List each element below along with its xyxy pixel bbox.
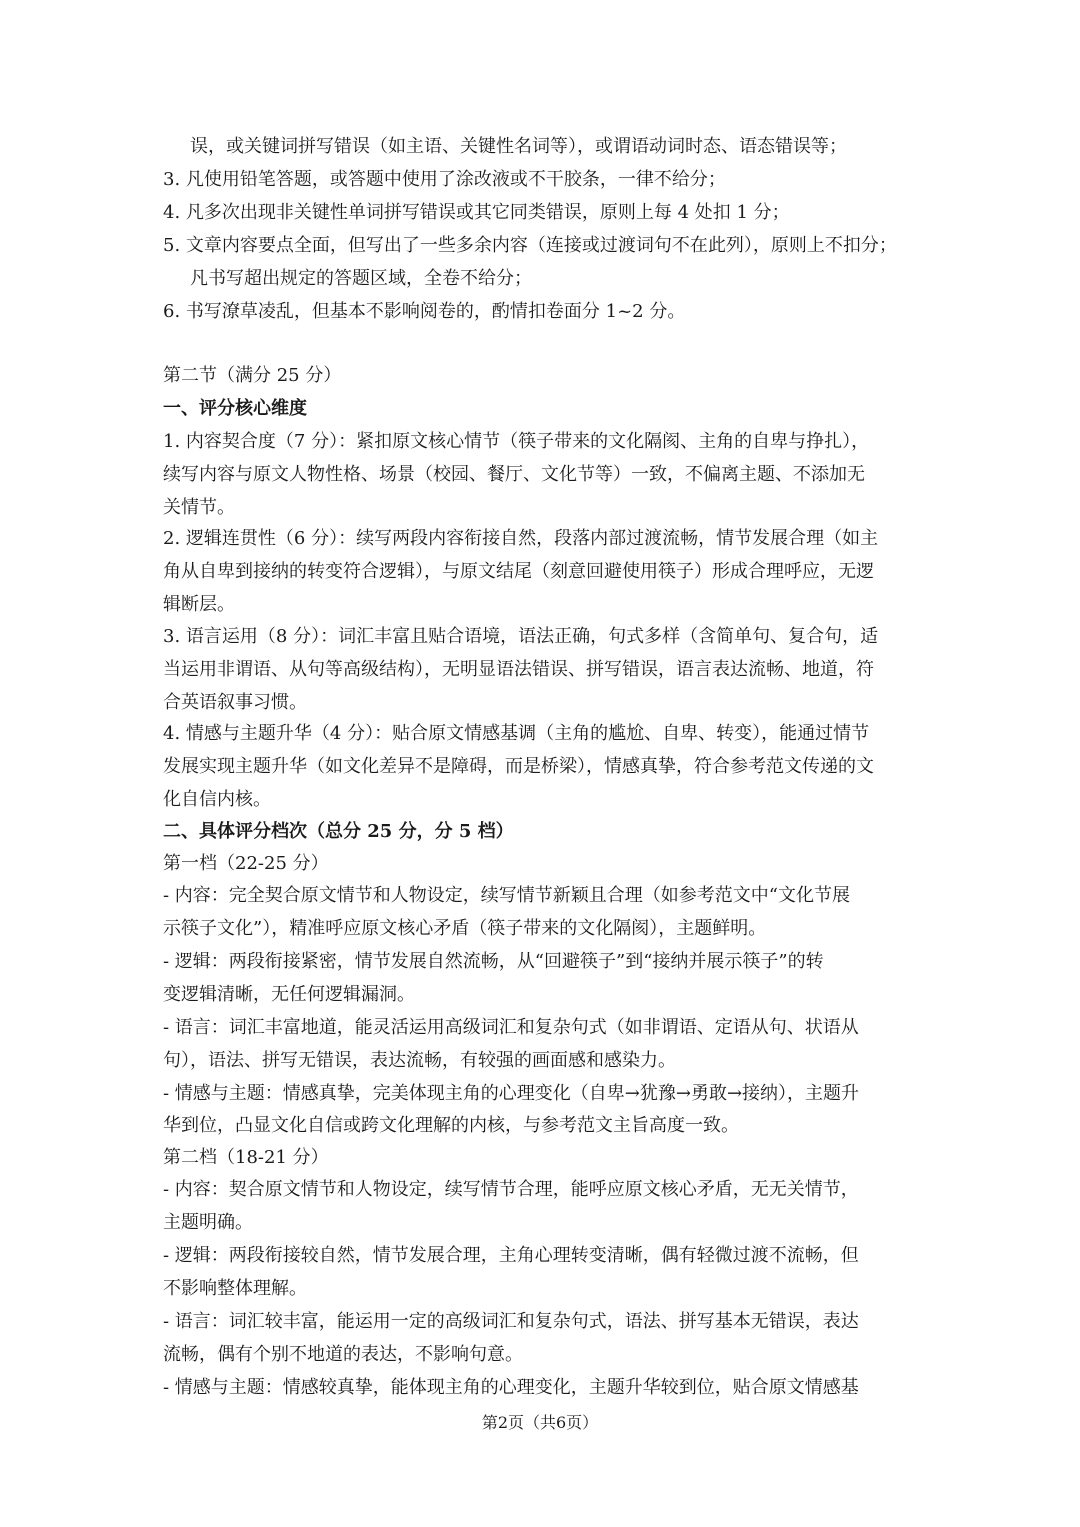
- dimension-1-line-2: 续写内容与原文人物性格、场景（校园、餐厅、文化节等）一致，不偏离主题、不添加无: [163, 464, 865, 485]
- tier-1-emotion-line-2: 华到位，凸显文化自信或跨文化理解的内核，与参考范文主旨高度一致。: [163, 1115, 739, 1136]
- section-title: 第二节（满分 25 分）: [163, 365, 342, 386]
- tier-2-content-line-1: - 内容：契合原文情节和人物设定，续写情节合理，能呼应原文核心矛盾，无无关情节，: [163, 1179, 859, 1200]
- tier-1-logic-line-1: - 逻辑：两段衔接紧密，情节发展自然流畅，从“回避筷子”到“接纳并展示筷子”的转: [163, 951, 824, 972]
- tier-2-title: 第二档（18-21 分）: [163, 1147, 329, 1168]
- tier-1-language-line-1: - 语言：词汇丰富地道，能灵活运用高级词汇和复杂句式（如非谓语、定语从句、状语从: [163, 1017, 859, 1038]
- dimension-4-line-2: 发展实现主题升华（如文化差异不是障碍，而是桥梁），情感真挚，符合参考范文传递的文: [163, 756, 874, 777]
- dimension-2-line-1: 2. 逻辑连贯性（6 分）：续写两段内容衔接自然，段落内部过渡流畅，情节发展合理（如主: [163, 528, 879, 549]
- part2-heading: 二、具体评分档次（总分 25 分，分 5 档）: [163, 821, 514, 842]
- tier-2-logic-line-1: - 逻辑：两段衔接较自然，情节发展合理，主角心理转变清晰，偶有轻微过渡不流畅，但: [163, 1245, 859, 1266]
- dimension-4-line-1: 4. 情感与主题升华（4 分）：贴合原文情感基调（主角的尴尬、自卑、转变），能通过情节: [163, 723, 870, 744]
- dimension-3-line-1: 3. 语言运用（8 分）：词汇丰富且贴合语境，语法正确，句式多样（含简单句、复合句，适: [163, 626, 879, 647]
- rule-item-5: 5. 文章内容要点全面，但写出了一些多余内容（连接或过渡词句不在此列），原则上不扣分；: [163, 235, 897, 256]
- tier-2-language-line-2: 流畅，偶有个别不地道的表达，不影响句意。: [163, 1344, 523, 1365]
- dimension-2-line-2: 角从自卑到接纳的转变符合逻辑），与原文结尾（刻意回避使用筷子）形成合理呼应，无逻: [163, 561, 874, 582]
- dimension-3-line-2: 当运用非谓语、从句等高级结构），无明显语法错误、拼写错误，语言表达流畅、地道，符: [163, 659, 874, 680]
- tier-1-emotion-line-1: - 情感与主题：情感真挚，完美体现主角的心理变化（自卑→犹豫→勇敢→接纳），主题升: [163, 1083, 860, 1104]
- rule-item-3: 3. 凡使用铅笔答题，或答题中使用了涂改液或不干胶条，一律不给分；: [163, 169, 726, 190]
- dimension-1-line-3: 关情节。: [163, 497, 235, 518]
- tier-2-logic-line-2: 不影响整体理解。: [163, 1278, 307, 1299]
- tier-1-content-line-2: 示筷子文化”），精准呼应原文核心矛盾（筷子带来的文化隔阂），主题鲜明。: [163, 918, 767, 939]
- rule-item-5-continued: 凡书写超出规定的答题区域，全卷不给分；: [190, 268, 532, 289]
- part1-heading: 一、评分核心维度: [163, 398, 307, 419]
- dimension-2-line-3: 辑断层。: [163, 594, 235, 615]
- tier-2-content-line-2: 主题明确。: [163, 1212, 253, 1233]
- tier-1-title: 第一档（22-25 分）: [163, 853, 329, 874]
- tier-1-language-line-2: 句），语法、拼写无错误，表达流畅，有较强的画面感和感染力。: [163, 1050, 676, 1071]
- tier-2-language-line-1: - 语言：词汇较丰富，能运用一定的高级词汇和复杂句式，语法、拼写基本无错误，表达: [163, 1311, 859, 1332]
- rule-line-2-continued: 误，或关键词拼写错误（如主语、关键性名词等），或谓语动词时态、语态错误等；: [190, 136, 847, 157]
- page-number-footer: 第2页（共6页）: [481, 1413, 599, 1432]
- dimension-1-line-1: 1. 内容契合度（7 分）：紧扣原文核心情节（筷子带来的文化隔阂、主角的自卑与挣扎），: [163, 431, 870, 452]
- tier-1-logic-line-2: 变逻辑清晰，无任何逻辑漏洞。: [163, 984, 415, 1005]
- rule-item-6: 6. 书写潦草凌乱，但基本不影响阅卷的，酌情扣卷面分 1~2 分。: [163, 301, 686, 322]
- tier-2-emotion-line-1: - 情感与主题：情感较真挚，能体现主角的心理变化，主题升华较到位，贴合原文情感基: [163, 1377, 859, 1398]
- rule-item-4: 4. 凡多次出现非关键性单词拼写错误或其它同类错误，原则上每 4 处扣 1 分；: [163, 202, 790, 223]
- dimension-3-line-3: 合英语叙事习惯。: [163, 692, 307, 713]
- tier-1-content-line-1: - 内容：完全契合原文情节和人物设定，续写情节新颖且合理（如参考范文中“文化节展: [163, 885, 851, 906]
- dimension-4-line-3: 化自信内核。: [163, 789, 271, 810]
